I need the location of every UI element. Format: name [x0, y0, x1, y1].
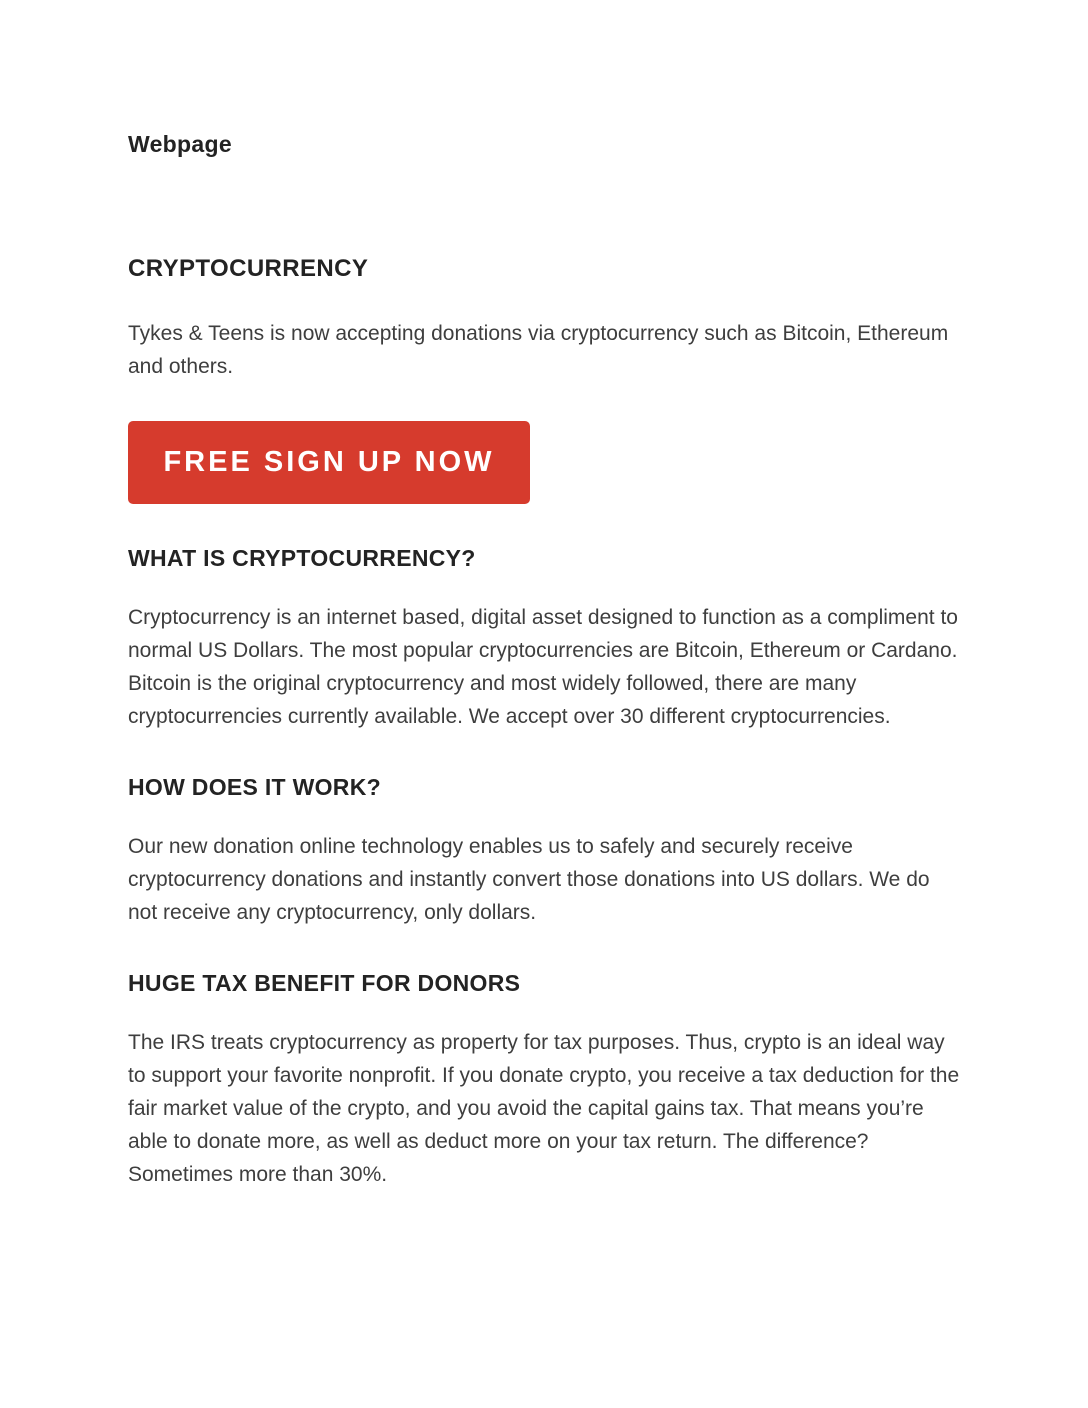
intro-paragraph: Tykes & Teens is now accepting donations via cryptocurrency such as Bitcoin, Ethereum and others. [128, 322, 949, 378]
content-column [128, 130, 964, 1191]
section-heading-what-is-cryptocurrency: WHAT IS CRYPTOCURRENCY? [128, 545, 476, 571]
free-sign-up-button[interactable]: FREE SIGN UP NOW [128, 421, 530, 504]
doc-label: Webpage [128, 131, 232, 157]
section-heading-how-does-it-work: HOW DOES IT WORK? [128, 774, 381, 800]
section-body-what-is-cryptocurrency: Cryptocurrency is an internet based, digital asset designed to function as a compliment to normal US Dollars. The most popular cryptocurrencies are Bitcoin, Ethereum or Cardano. Bitcoin is the original cryptocurrency and most widely followed, there are many cryptocurrencies currently available. We accept over 30 different cryptocurrencies. [128, 606, 958, 728]
section-heading-huge-tax-benefit: HUGE TAX BENEFIT FOR DONORS [128, 970, 521, 996]
section-body-how-does-it-work: Our new donation online technology enables us to safely and securely receive cryptocurrency donations and instantly convert those donations into US dollars. We do not receive any cryptocurrency, only dollars. [128, 835, 930, 924]
section-body-huge-tax-benefit: The IRS treats cryptocurrency as property for tax purposes. Thus, crypto is an ideal way to support your favorite nonprofit. If you donate crypto, you receive a tax deduction for the fair market value of the crypto, and you avoid the capital gains tax. That means you’re able to donate more, as well as deduct more on your tax return. The difference? Sometimes more than 30%. [128, 1031, 960, 1186]
page-title: CRYPTOCURRENCY [128, 255, 369, 282]
